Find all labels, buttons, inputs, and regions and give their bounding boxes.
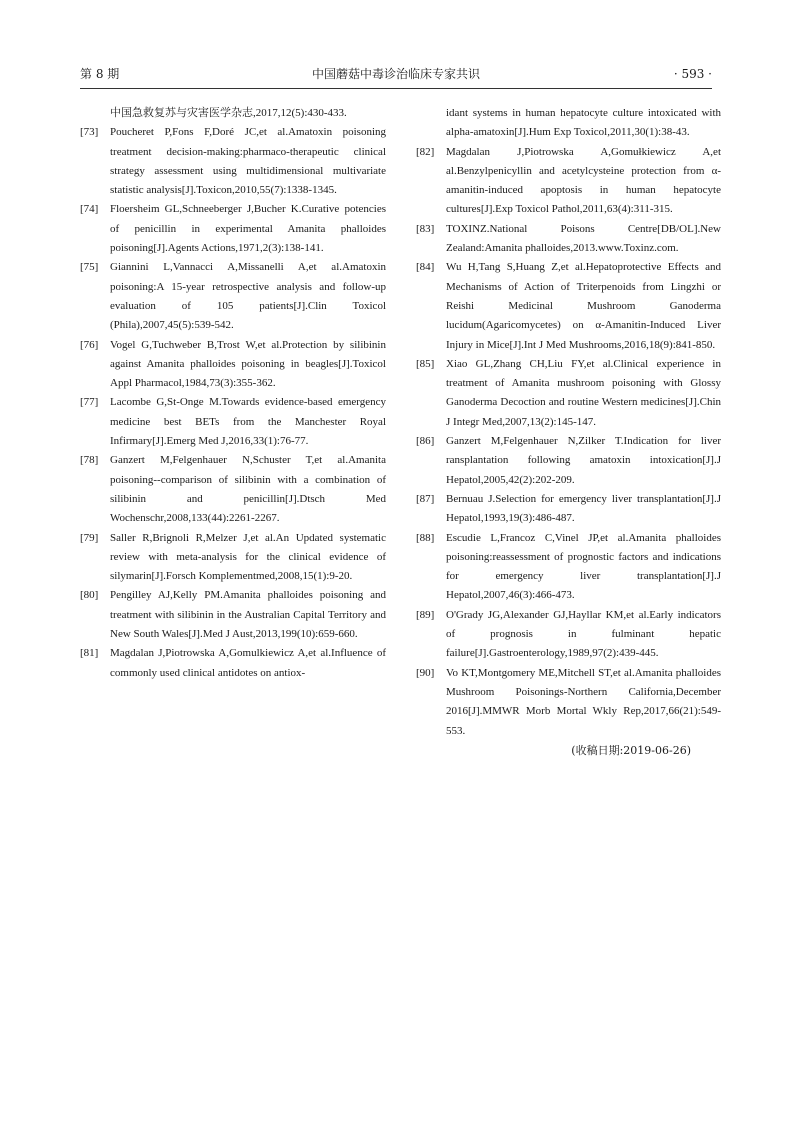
reference-column-left	[80, 104, 386, 683]
reference-entry	[416, 432, 721, 490]
reference-entry	[80, 393, 386, 451]
reference-number: [83]	[416, 222, 435, 235]
reference-text: Pengilley AJ,Kelly PM.Amanita phalloides poisoning and treatment with silibinin in the Australian Capital Territory and New South Wales[J].Med J Aust,2013,199(10):659-660.	[110, 589, 386, 641]
reference-text: Magdalan J,Piotrowska A,Gomułkiewicz A,et al.Benzylpenicyllin and acetylcysteine protection from α-amanitin-induced apoptosis in human hepatocyte cultures[J].Exp Toxicol Pathol,2011,63(4):311-315.	[446, 145, 721, 216]
reference-text: TOXINZ.National Poisons Centre[DB/OL].New Zealand:Amanita phalloides,2013.www.Toxinz.com.	[446, 222, 721, 255]
reference-number: [86]	[416, 435, 435, 448]
reference-entry	[416, 355, 721, 432]
reference-text: Ganzert M,Felgenhauer N,Schuster T,et al.Amanita poisoning--comparison of silibinin with a combination of silibinin and penicillin[J].Dtsch Med Wochenschr,2008,133(44):2261-2267.	[110, 454, 386, 525]
reference-text: Wu H,Tang S,Huang Z,et al.Hepatoprotective Effects and Mechanisms of Action of Triterpenoids from Lingzhi or Reishi Medicinal Mushroom Ganoderma lucidum(Agaricomycetes) on α-Amanitin-Induced Liver Injury in Mice[J].Int J Med Mushrooms,2016,18(9):841-850.	[446, 261, 721, 351]
reference-text: Xiao GL,Zhang CH,Liu FY,et al.Clinical experience in treatment of Amanita mushroom poisoning with Glossy Ganoderma Decoction and routine Western medicines[J].Chin J Integr Med,2007,13(2):145-147.	[446, 357, 721, 428]
reference-text: 中国急救复苏与灾害医学杂志,2017,12(5):430-433.	[110, 107, 347, 119]
reference-number: [88]	[416, 531, 435, 544]
reference-number: [76]	[80, 338, 99, 351]
reference-entry	[416, 490, 721, 529]
reference-number: [89]	[416, 608, 435, 621]
page-number: · 593 ·	[673, 67, 712, 81]
reference-entry	[80, 644, 386, 683]
reference-text: Poucheret P,Fons F,Doré JC,et al.Amatoxin poisoning treatment decision-making:pharmaco-therapeutic clinical strategy assessment using multidimensional multivariate statistic analysis[J].Toxicon,2010,55(7):1338-1345.	[110, 126, 386, 197]
reference-entry	[80, 529, 386, 587]
reference-entry	[80, 123, 386, 200]
reference-entry	[80, 258, 386, 335]
reference-text: Ganzert M,Felgenhauer N,Zilker T.Indication for liver ransplantation following amatoxin intoxication[J].J Hepatol,2005,42(2):202-209.	[446, 435, 721, 486]
reference-text: idant systems in human hepatocyte culture intoxicated with alpha-amatoxin[J].Hum Exp Toxicol,2011,30(1):38-43.	[446, 107, 721, 139]
header-rule	[80, 88, 712, 89]
reference-entry	[80, 451, 386, 528]
reference-entry	[416, 606, 721, 664]
reference-continuation	[416, 104, 721, 143]
reference-entry	[416, 220, 721, 259]
reference-entry	[80, 200, 386, 258]
reference-number: [79]	[80, 531, 99, 544]
reference-number: [81]	[80, 647, 99, 660]
reference-number: [75]	[80, 261, 99, 274]
reference-number: [85]	[416, 357, 435, 370]
journal-title: 中国蘑菇中毒诊治临床专家共识	[311, 67, 480, 81]
issue-number: 第 8 期	[80, 67, 120, 81]
reference-text: Giannini L,Vannacci A,Missanelli A,et al.Amatoxin poisoning:A 15-year retrospective analysis and follow-up evaluation of 105 patients[J].Clin Toxicol (Phila),2007,45(5):539-542.	[110, 261, 386, 332]
reference-text: Magdalan J,Piotrowska A,Gomulkiewicz A,et al.Influence of commonly used clinical antidotes on antiox-	[110, 647, 386, 679]
reference-column-right	[416, 104, 721, 760]
reference-number: [74]	[80, 203, 99, 216]
reference-text: O'Grady JG,Alexander GJ,Hayllar KM,et al.Early indicators of prognosis in fulminant hepatic failure[J].Gastroenterology,1989,97(2):439-445.	[446, 608, 721, 660]
reference-number: [84]	[416, 261, 435, 274]
reference-number: [82]	[416, 145, 435, 158]
reference-text: Vo KT,Montgomery ME,Mitchell ST,et al.Amanita phalloides Mushroom Poisonings-Northern California,December 2016[J].MMWR Morb Mortal Wkly Rep,2017,66(21):549-553.	[446, 666, 721, 737]
reference-number: [73]	[80, 126, 99, 139]
received-date: (收稿日期:2019-06-26)	[571, 743, 691, 757]
reference-entry	[416, 143, 721, 220]
reference-number: [80]	[80, 589, 99, 602]
reference-text: Bernuau J.Selection for emergency liver transplantation[J].J Hepatol,1993,19(3):486-487.	[446, 492, 721, 525]
reference-entry	[416, 664, 721, 741]
reference-number: [90]	[416, 666, 435, 679]
reference-number: [87]	[416, 492, 435, 505]
reference-number: [77]	[80, 396, 99, 409]
reference-text: Lacombe G,St-Onge M.Towards evidence-based emergency medicine best BETs from the Manchester Royal Infirmary[J].Emerg Med J,2016,33(1):76-77.	[110, 396, 386, 448]
reference-entry	[416, 258, 721, 354]
reference-text: Saller R,Brignoli R,Melzer J,et al.An Updated systematic review with meta-analysis for the clinical evidence of silymarin[J].Forsch Komplementmed,2008,15(1):9-20.	[110, 531, 386, 583]
reference-text: Floersheim GL,Schneeberger J,Bucher K.Curative potencies of penicillin in experimental Amanita phalloides poisoning[J].Agents Actions,1971,2(3):138-141.	[110, 203, 386, 255]
reference-number: [78]	[80, 454, 99, 467]
reference-text: Vogel G,Tuchweber B,Trost W,et al.Protection by silibinin against Amanita phalloides poisoning in beagles[J].Toxicol Appl Pharmacol,1984,73(3):355-362.	[110, 338, 386, 390]
reference-text: Escudie L,Francoz C,Vinel JP,et al.Amanita phalloides poisoning:reassessment of prognostic factors and indications for emergency liver transplantation[J].J Hepatol,2007,46(3):466-473.	[446, 531, 721, 602]
reference-continuation	[80, 104, 386, 123]
reference-entry	[416, 529, 721, 606]
reference-entry	[80, 586, 386, 644]
running-header	[80, 64, 712, 84]
reference-entry	[80, 336, 386, 394]
